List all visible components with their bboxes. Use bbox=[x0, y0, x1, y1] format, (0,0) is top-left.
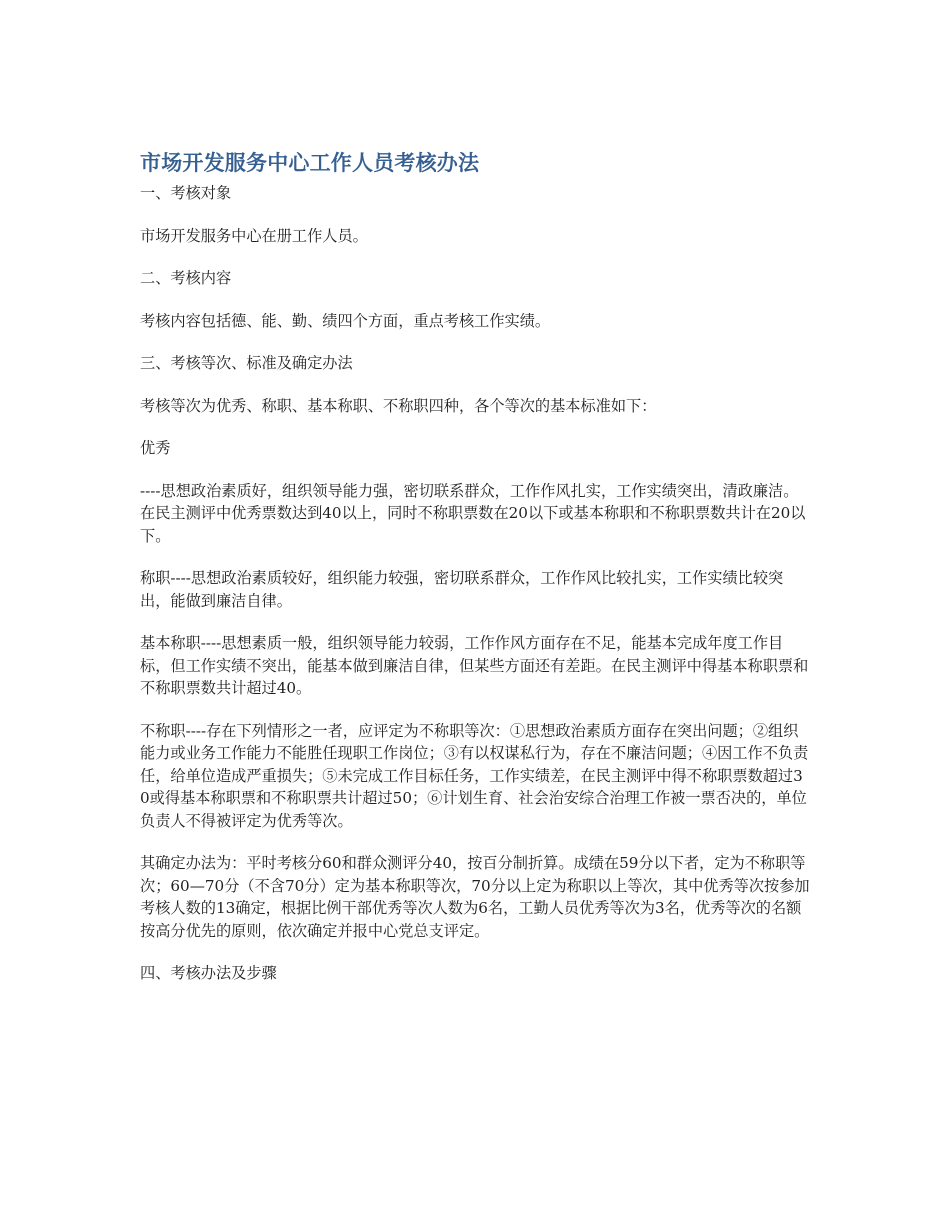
paragraph-basic-competent-standard: 基本称职----思想素质一般，组织领导能力较弱，工作作风方面存在不足，能基本完成年度工作目标，但工作实绩不突出，能基本做到廉洁自律，但某些方面还有差距。在民主测评中得基本称职票和不称职票数共计超过40。 bbox=[140, 634, 809, 697]
paragraph: 考核等次为优秀、称职、基本称职、不称职四种，各个等次的基本标准如下： bbox=[140, 396, 657, 415]
paragraph: 市场开发服务中心在册工作人员。 bbox=[140, 226, 368, 245]
paragraph-excellent-standard: ----思想政治素质好，组织领导能力强，密切联系群众，工作作风扎实，工作实绩突出，清政廉洁。在民主测评中优秀票数达到40以上，同时不称职票数在20以下或基本称职和不称职票数共计在20以下。 bbox=[140, 481, 806, 545]
paragraph-determination-method: 其确定办法为：平时考核分60和群众测评分40，按百分制折算。成绩在59分以下者，定为不称职等次；60—70分（不含70分）定为基本称职等次，70分以上定为称职以上等次，其中优秀等次按参加考核人数的13确定，根据比例干部优秀等次人数为6名，工勤人员优秀等次为3名，优秀等次的名额按高分优先的原则，依次确定并报中心党总支评定。 bbox=[140, 854, 810, 940]
section-heading-3: 三、考核等次、标准及确定办法 bbox=[140, 354, 353, 372]
section-heading-4: 四、考核办法及步骤 bbox=[140, 964, 277, 982]
section-heading-1: 一、考核对象 bbox=[140, 184, 232, 202]
document-page bbox=[140, 148, 810, 1005]
paragraph: 考核内容包括德、能、勤、绩四个方面，重点考核工作实绩。 bbox=[140, 311, 551, 330]
document-title: 市场开发服务中心工作人员考核办法 bbox=[140, 151, 480, 175]
paragraph-label-excellent: 优秀 bbox=[140, 439, 171, 457]
section-heading-2: 二、考核内容 bbox=[140, 269, 232, 287]
paragraph-competent-standard: 称职----思想政治素质较好，组织能力较强，密切联系群众，工作作风比较扎实，工作实绩比较突出，能做到廉洁自律。 bbox=[140, 569, 784, 610]
paragraph-incompetent-standard: 不称职----存在下列情形之一者，应评定为不称职等次：①思想政治素质方面存在突出问题；②组织能力或业务工作能力不能胜任现职工作岗位；③有以权谋私行为，存在不廉洁问题；④因工作不负责任，给单位造成严重损失；⑤未完成工作目标任务，工作实绩差，在民主测评中得不称职票数超过30或得基本称职票和不称职票共计超过50；⑥计划生育、社会治安综合治理工作被一票否决的，单位负责人不得被评定为优秀等次。 bbox=[140, 721, 809, 830]
